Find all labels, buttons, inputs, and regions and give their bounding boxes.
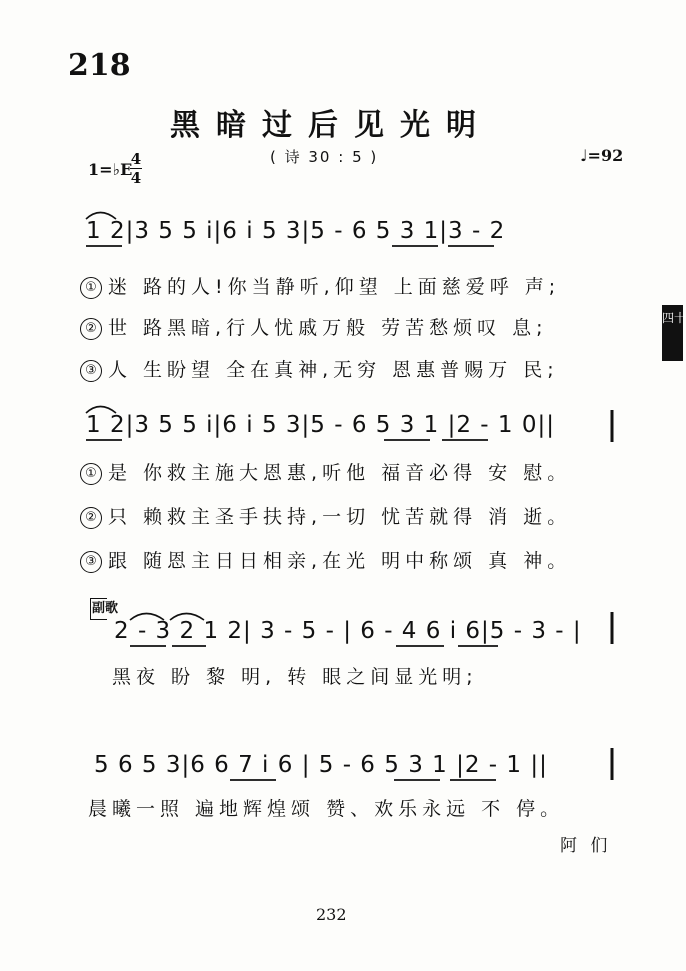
key-signature: 1=♭E — [88, 160, 133, 179]
verse-text: 只 赖救主圣手扶持,一切 忧苦就得 消 逝。 — [108, 506, 572, 528]
verse-text: 世 路黑暗,行人忧戚万般 劳苦愁烦叹 息; — [108, 317, 548, 339]
slur-mark — [86, 213, 116, 220]
chorus-notes: 2 - 3 2 1 2| 3 - 5 - | 6 - 4 6 i 6|5 - 3 - | — [114, 618, 582, 644]
verse-number-1: ① — [80, 463, 102, 485]
section4-notes: 5 6 5 3|6 6 7 i 6 | 5 - 6 5 3 1 |2 - 1 || — [94, 752, 548, 778]
section2-notes: 1 2|3 5 5 i|6 i 5 3|5 - 6 5 3 1 |2 - 1 0|| — [86, 412, 555, 438]
time-signature-top: 4 — [130, 150, 142, 168]
chorus-label: 副歌 — [90, 598, 107, 620]
hymn-number: 218 — [68, 48, 131, 83]
verse-number-2: ② — [80, 507, 102, 529]
verse-text: 是 你救主施大恩惠,听他 福音必得 安 慰。 — [108, 462, 572, 484]
verse-number-3: ③ — [80, 551, 102, 573]
slur-mark — [170, 614, 204, 621]
time-signature-bottom: 4 — [130, 169, 142, 187]
tempo-marking: ♩=92 — [580, 146, 624, 165]
verse-number-1: ① — [80, 277, 102, 299]
verse-text: 跟 随恩主日日相亲,在光 明中称颂 真 神。 — [108, 550, 572, 572]
scripture-reference: ( 诗 30 : 5 ) — [270, 148, 379, 166]
verse-number-3: ③ — [80, 360, 102, 382]
verse-number-2: ② — [80, 318, 102, 340]
section1-notes: 1 2|3 5 5 i|6 i 5 3|5 - 6 5 3 1|3 - 2 — [86, 218, 506, 244]
verse-text: 人 生盼望 全在真神,无穷 恩惠普赐万 民; — [108, 359, 559, 381]
section-side-tab: 四十 — [662, 305, 683, 361]
slur-mark — [86, 407, 116, 414]
chorus-lyrics: 黑夜 盼 黎 明, 转 眼之间显光明; — [112, 666, 478, 688]
hymn-title: 黑暗过后见光明 — [170, 108, 492, 143]
verse-text: 迷 路的人!你当静听,仰望 上面慈爱呼 声; — [108, 276, 561, 298]
section4-lyrics: 晨曦一照 遍地辉煌颂 赞、欢乐永远 不 停。 — [88, 798, 565, 820]
amen-text: 阿 们 — [560, 836, 612, 856]
page-number: 232 — [316, 905, 347, 924]
slur-mark — [130, 614, 164, 621]
